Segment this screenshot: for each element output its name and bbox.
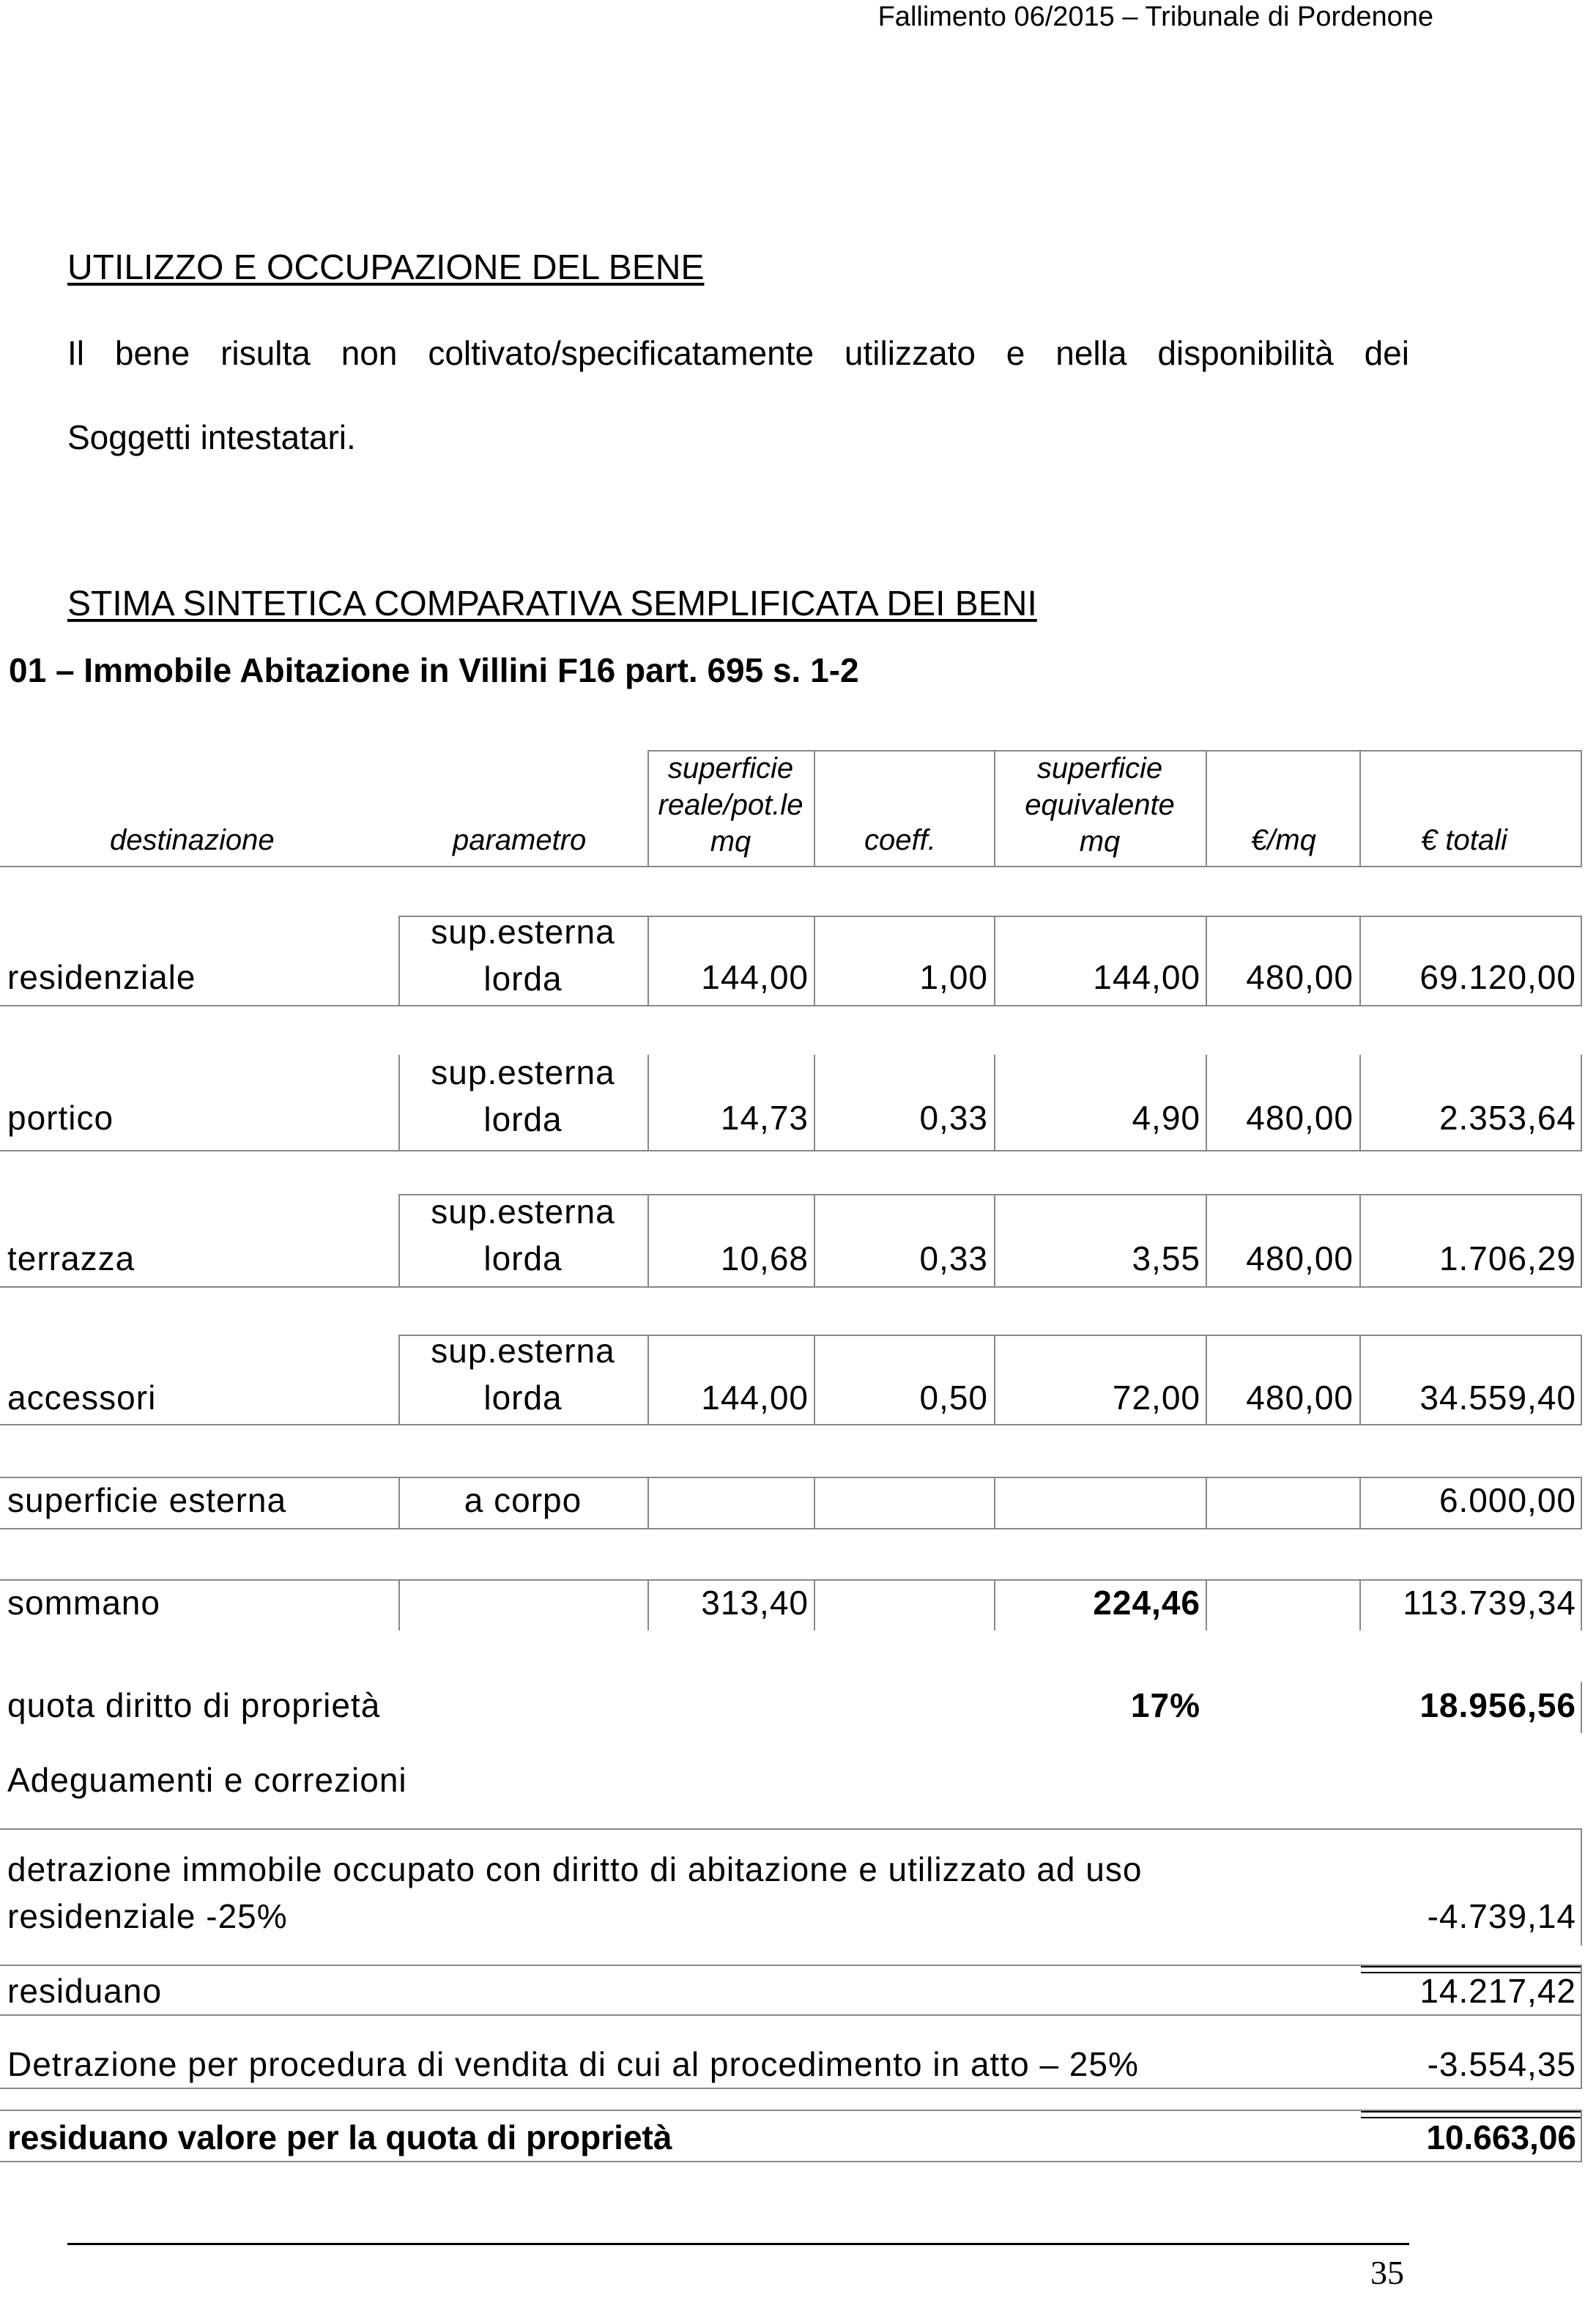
section-title-utilizzo: UTILIZZO E OCCUPAZIONE DEL BENE [67,248,705,287]
cell-parametro-l2: lorda [483,1239,563,1277]
col-header-superficie-reale [647,750,814,860]
cell-sommano-equivalente: 224,46 [1093,1584,1200,1622]
col-header-superficie-equivalente-l2: equivalente [1025,789,1175,821]
cell-parametro-l2: lorda [483,960,563,998]
paragraph-line-2: Soggetti intestatari. [67,418,356,456]
cell-coeff: 0,33 [919,1239,988,1277]
detrazione-occupato-value: -4.739,14 [1427,1897,1576,1935]
quota-value: 18.956,56 [1419,1686,1576,1724]
quota-percent: 17% [1130,1686,1200,1724]
section-title-stima: STIMA SINTETICA COMPARATIVA SEMPLIFICATA DEI BENI [67,585,1037,623]
cell-parametro-l1: sup.esterna [431,1053,615,1091]
cell-superficie: 144,00 [701,1379,809,1417]
cell-destinazione: superficie esterna [7,1481,287,1519]
col-header-coeff: coeff. [864,824,936,856]
cell-eur-mq: 480,00 [1246,958,1354,996]
adeguamenti-heading: Adeguamenti e correzioni [7,1761,407,1799]
cell-destinazione: terrazza [7,1239,136,1277]
cell-superficie: 10,68 [720,1239,809,1277]
cell-eur-mq: 480,00 [1246,1379,1354,1417]
residuano-value: 14.217,42 [1419,1972,1576,2010]
cell-parametro: a corpo [464,1481,582,1519]
running-header: Fallimento 06/2015 – Tribunale di Pordenone [877,1,1433,32]
cell-parametro-l2: lorda [483,1100,563,1138]
page-number: 35 [1370,2254,1404,2291]
detrazione-procedura-label: Detrazione per procedura di vendita di cui al procedimento in atto – 25% [7,2045,1139,2083]
col-header-superficie-reale-l1: superficie [667,752,794,784]
cell-parametro-l1: sup.esterna [431,913,615,951]
valore-finale-value: 10.663,06 [1426,2118,1576,2156]
cell-eur-mq: 480,00 [1246,1099,1354,1137]
cell-totale: 34.559,40 [1419,1379,1576,1417]
cell-sommano-superficie: 313,40 [701,1584,809,1622]
paragraph-line-1: Il bene risulta non coltivato/specificatamente utilizzato e nella disponibilità dei [67,334,1409,372]
detrazione-occupato-line2: residenziale -25% [7,1897,288,1935]
col-header-eur-mq: €/mq [1251,824,1316,856]
cell-equivalente: 4,90 [1132,1099,1200,1137]
cell-eur-mq: 480,00 [1246,1239,1354,1277]
quota-label: quota diritto di proprietà [7,1686,381,1724]
cell-equivalente: 72,00 [1112,1379,1200,1417]
cell-equivalente: 144,00 [1093,958,1200,996]
col-header-superficie-equivalente [994,750,1206,860]
cell-destinazione: accessori [7,1379,157,1417]
col-header-destinazione: destinazione [110,824,275,856]
cell-parametro [398,908,647,1002]
cell-totale: 1.706,29 [1439,1239,1576,1277]
section-subtitle-immobile: 01 – Immobile Abitazione in Villini F16 part. 695 s. 1-2 [9,651,859,689]
cell-totale: 2.353,64 [1439,1099,1576,1137]
cell-label-sommano: sommano [7,1584,160,1622]
cell-destinazione: portico [7,1099,114,1137]
col-header-totali: € totali [1421,824,1507,856]
cell-totale: 69.120,00 [1419,958,1576,996]
residuano-label: residuano [7,1972,163,2010]
cell-equivalente: 3,55 [1132,1239,1200,1277]
cell-superficie: 144,00 [701,958,809,996]
cell-parametro [398,1049,647,1143]
detrazione-occupato-line1: detrazione immobile occupato con diritto di abitazione e utilizzato ad uso [7,1850,1143,1888]
col-header-parametro: parametro [453,824,587,856]
cell-sommano-totale: 113.739,34 [1403,1584,1576,1622]
valore-finale-label: residuano valore per la quota di proprietà [7,2118,672,2156]
col-header-superficie-reale-l2: reale/pot.le [658,789,803,821]
cell-coeff: 0,50 [919,1379,988,1417]
cell-parametro [398,1188,647,1282]
detrazione-procedura-value: -3.554,35 [1427,2045,1576,2083]
cell-destinazione: residenziale [7,958,196,996]
cell-parametro-l1: sup.esterna [431,1192,615,1231]
cell-coeff: 1,00 [919,958,988,996]
cell-parametro-l2: lorda [483,1379,563,1417]
cell-totale: 6.000,00 [1439,1481,1576,1519]
col-header-superficie-reale-l3: mq [710,826,751,858]
cell-parametro [398,1327,647,1421]
cell-parametro-l1: sup.esterna [431,1332,615,1370]
cell-coeff: 0,33 [919,1099,988,1137]
cell-superficie: 14,73 [720,1099,809,1137]
col-header-superficie-equivalente-l1: superficie [1036,752,1163,784]
footer-rule [67,2243,1409,2245]
col-header-superficie-equivalente-l3: mq [1079,826,1121,858]
